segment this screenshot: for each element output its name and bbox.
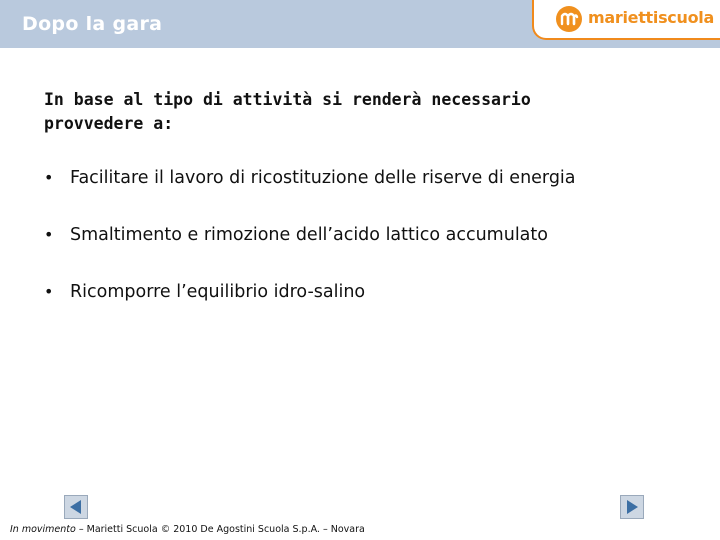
intro-line-1: In base al tipo di attività si renderà necessario xyxy=(44,90,531,109)
footer-copyright: – Marietti Scuola © 2010 De Agostini Scuola S.p.A. – Novara xyxy=(75,524,365,535)
bullet-icon: • xyxy=(44,282,54,301)
bullet-icon: • xyxy=(44,168,54,187)
publisher-logo xyxy=(532,0,720,40)
publisher-name: mariettiscuola xyxy=(588,8,714,27)
intro-text xyxy=(44,88,644,136)
footer-credit xyxy=(10,524,365,535)
marietti-logo-icon xyxy=(556,6,582,32)
arrow-right-icon xyxy=(621,496,643,518)
list-item-text: Smaltimento e rimozione dell’acido lattico accumulato xyxy=(70,225,548,245)
next-slide-button[interactable] xyxy=(620,495,644,519)
bullet-icon: • xyxy=(44,225,54,244)
footer-book-title: In movimento xyxy=(10,524,76,535)
page-title: Dopo la gara xyxy=(22,13,163,35)
list-item-text: Ricomporre l’equilibrio idro-salino xyxy=(70,282,366,302)
intro-line-2: provvedere a: xyxy=(44,114,174,133)
list-item-text: Facilitare il lavoro di ricostituzione delle riserve di energia xyxy=(70,168,576,188)
previous-slide-button[interactable] xyxy=(64,495,88,519)
arrow-left-icon xyxy=(65,496,87,518)
